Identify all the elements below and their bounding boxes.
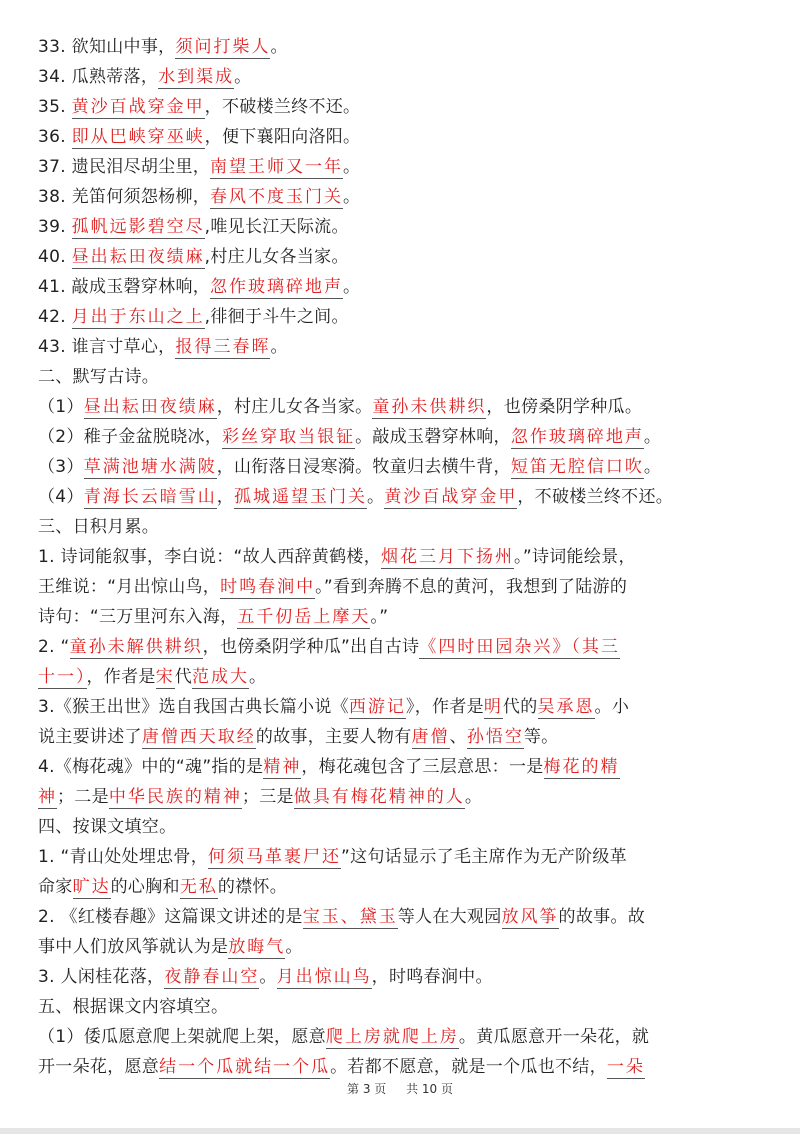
text-line xyxy=(38,302,768,332)
answer-text: 忽作玻璃碎地声 xyxy=(210,277,344,297)
question-text: 。 xyxy=(343,277,361,297)
question-text: 、 xyxy=(449,727,467,747)
text-line xyxy=(38,782,768,812)
text-line xyxy=(38,752,768,782)
question-text: 43. 谁言寸草心， xyxy=(38,337,176,357)
page-total: 共 10 页 xyxy=(406,1082,453,1096)
answer-text: 青海长云暗雪山 xyxy=(83,487,217,507)
answer-text: 何须马革裹尸还 xyxy=(208,847,342,867)
question-text: 42. xyxy=(38,307,72,327)
question-text: 代的 xyxy=(502,697,538,717)
question-text: 。 xyxy=(643,457,662,477)
answer-text: 明 xyxy=(483,697,503,717)
question-text: 。 xyxy=(343,187,361,207)
question-text: 3. 人闲桂花落， xyxy=(38,967,165,987)
question-text: 的故事，主要人物有 xyxy=(255,727,412,747)
answer-text: 月出于东山之上 xyxy=(71,307,205,327)
answer-text: 童孙未解供耕织 xyxy=(69,637,203,657)
text-line xyxy=(38,212,768,242)
page-number: 第 3 页 xyxy=(347,1082,387,1096)
text-line xyxy=(38,482,768,512)
question-text: 代 xyxy=(174,667,193,687)
question-text: ，也傍桑阴学种瓜。 xyxy=(486,397,643,417)
answer-text: 烟花三月下扬州 xyxy=(381,547,515,567)
text-line xyxy=(38,572,768,602)
text-line xyxy=(38,182,768,212)
question-text: ；二是 xyxy=(57,787,109,807)
question-text: 。” xyxy=(370,607,389,627)
question-text: 》，作者是 xyxy=(405,697,484,717)
question-text: 等人在大观园 xyxy=(397,907,502,927)
answer-text: 草满池塘水满陂 xyxy=(83,457,217,477)
answer-text: 黄沙百战穿金甲 xyxy=(71,97,205,117)
answer-text: 范成大 xyxy=(192,667,250,687)
text-line xyxy=(38,812,768,842)
question-text: 。若都不愿意，就是一个瓜也不结， xyxy=(330,1057,607,1077)
question-text: ,唯见长江天际流。 xyxy=(204,217,349,237)
question-text: （2）稚子金盆脱晓冰， xyxy=(38,427,223,447)
question-text: 34. 瓜熟蒂落， xyxy=(38,67,159,87)
text-line xyxy=(38,332,768,362)
question-text: ，便下襄阳向洛阳。 xyxy=(204,127,361,147)
question-text: 39. xyxy=(38,217,72,237)
text-line xyxy=(38,932,768,962)
answer-text: 月出惊山鸟 xyxy=(276,967,372,987)
question-text: （1） xyxy=(38,397,84,417)
answer-text: 宋 xyxy=(155,667,175,687)
answer-text: 无私 xyxy=(179,877,218,897)
text-line xyxy=(38,272,768,302)
question-text: 。”诗词能绘景， xyxy=(514,547,636,567)
answer-text: 放晦气 xyxy=(228,937,286,957)
answer-text: 梅花的精 xyxy=(543,757,620,777)
question-text: 的襟怀。 xyxy=(217,877,288,897)
question-text: ，山衔落日浸寒漪。牧童归去横牛背， xyxy=(216,457,511,477)
text-line xyxy=(38,542,768,572)
answer-text: 昼出耘田夜绩麻 xyxy=(83,397,217,417)
question-text: 开一朵花，愿意 xyxy=(38,1057,160,1077)
question-text: 35. xyxy=(38,97,72,117)
answer-text: 中华民族的精神 xyxy=(108,787,242,807)
text-line xyxy=(38,122,768,152)
question-text: 二、默写古诗。 xyxy=(38,367,160,387)
question-text: 的心胸和 xyxy=(110,877,180,897)
answer-text: 做具有梅花精神的人 xyxy=(293,787,465,807)
page-edge xyxy=(0,1128,800,1134)
question-text: ， xyxy=(216,487,235,507)
answer-text: 短笛无腔信口吹 xyxy=(510,457,644,477)
question-text: 。 xyxy=(285,937,303,957)
answer-text: 报得三春晖 xyxy=(175,337,271,357)
answer-text: 孤城遥望玉门关 xyxy=(234,487,368,507)
question-text: ”这句话显示了毛主席作为无产阶级革 xyxy=(341,847,627,867)
question-text: 36. xyxy=(38,127,72,147)
text-line xyxy=(38,902,768,932)
text-line xyxy=(38,242,768,272)
answer-text: 南望王师又一年 xyxy=(210,157,344,177)
question-text: 。敲成玉磬穿林响， xyxy=(355,427,511,447)
text-line xyxy=(38,362,768,392)
text-line xyxy=(38,872,768,902)
answer-text: 童孙未供耕织 xyxy=(372,397,487,417)
question-text: 命家 xyxy=(38,877,73,897)
question-text: 38. 羌笛何须怨杨柳， xyxy=(38,187,211,207)
answer-text: 一朵 xyxy=(606,1057,645,1077)
question-text: 。”看到奔腾不息的黄河，我想到了陆游的 xyxy=(315,577,628,597)
question-text: 。 xyxy=(249,667,267,687)
text-line xyxy=(38,512,768,542)
question-text: ，作者是 xyxy=(86,667,156,687)
text-line xyxy=(38,392,768,422)
text-line xyxy=(38,92,768,122)
question-text: 。 xyxy=(270,337,288,357)
question-text: 1. 诗词能叙事，李白说：“故人西辞黄鹤楼， xyxy=(38,547,382,567)
question-text: 。 xyxy=(643,427,662,447)
page-footer xyxy=(0,1080,800,1097)
text-line xyxy=(38,992,768,1022)
question-text: 4.《梅花魂》中的“魂”指的是 xyxy=(38,757,264,777)
question-text: ,徘徊于斗牛之间。 xyxy=(204,307,349,327)
answer-text: 春风不度玉门关 xyxy=(210,187,344,207)
question-text: 33. 欲知山中事， xyxy=(38,37,176,57)
question-text: 。黄瓜愿意开一朵花，就 xyxy=(458,1027,650,1047)
answer-text: 五千仞岳上摩天 xyxy=(237,607,371,627)
question-text: 。 xyxy=(343,157,361,177)
question-text: 王维说：“月出惊山鸟， xyxy=(38,577,221,597)
answer-text: 精神 xyxy=(263,757,302,777)
answer-text: 宝玉、黛玉 xyxy=(302,907,398,927)
question-text: 。 xyxy=(367,487,385,507)
answer-text: 彩丝穿取当银钲 xyxy=(222,427,356,447)
answer-text: 忽作玻璃碎地声 xyxy=(510,427,644,447)
answer-text: 结一个瓜就结一个瓜 xyxy=(159,1057,331,1077)
question-text: 3.《猴王出世》选自我国古典长篇小说《 xyxy=(38,697,349,717)
text-line xyxy=(38,632,768,662)
answer-text: 放风筝 xyxy=(501,907,559,927)
answer-text: 时鸣春涧中 xyxy=(220,577,316,597)
question-text: 41. 敲成玉磬穿林响， xyxy=(38,277,211,297)
text-line xyxy=(38,1022,768,1052)
text-line xyxy=(38,152,768,182)
question-text: 诗句：“三万里河东入海， xyxy=(38,607,238,627)
question-text: （4） xyxy=(38,487,84,507)
answer-text: 旷达 xyxy=(72,877,111,897)
answer-text: 十一） xyxy=(38,667,87,687)
text-line xyxy=(38,62,768,92)
answer-text: 即从巴峡穿巫峡 xyxy=(71,127,205,147)
text-line xyxy=(38,692,768,722)
text-line xyxy=(38,662,768,692)
question-text: 1. “青山处处埋忠骨， xyxy=(38,847,209,867)
question-text: 2. 《红楼春趣》这篇课文讲述的是 xyxy=(38,907,303,927)
question-text: 事中人们放风筝就认为是 xyxy=(38,937,229,957)
question-text: 等。 xyxy=(523,727,559,747)
question-text: ；三是 xyxy=(241,787,294,807)
question-text: 四、按课文填空。 xyxy=(38,817,177,837)
answer-text: 孤帆远影碧空尽 xyxy=(71,217,205,237)
text-line xyxy=(38,422,768,452)
answer-text: 须问打柴人 xyxy=(175,37,271,57)
question-text: 的故事。故 xyxy=(558,907,646,927)
question-text: ，不破楼兰终不还。 xyxy=(517,487,674,507)
question-text: 三、日积月累。 xyxy=(38,517,160,537)
text-line xyxy=(38,452,768,482)
question-text: 2. “ xyxy=(38,637,70,657)
question-text: ，时鸣春涧中。 xyxy=(371,967,493,987)
question-text: 五、根据课文内容填空。 xyxy=(38,997,229,1017)
answer-text: 神 xyxy=(38,787,57,807)
question-text: 40. xyxy=(38,247,72,267)
answer-text: 孙悟空 xyxy=(466,727,524,747)
text-line xyxy=(38,32,768,62)
text-line xyxy=(38,602,768,632)
question-text: ，也傍桑阴学种瓜”出自古诗 xyxy=(202,637,420,657)
question-text: ，不破楼兰终不还。 xyxy=(204,97,361,117)
question-text: 。 xyxy=(464,787,483,807)
question-text: 说主要讲述了 xyxy=(38,727,142,747)
question-text: 37. 遗民泪尽胡尘里， xyxy=(38,157,211,177)
answer-text: 唐僧西天取经 xyxy=(141,727,256,747)
question-text: ,村庄儿女各当家。 xyxy=(204,247,349,267)
answer-text: 吴承恩 xyxy=(537,697,595,717)
question-text: 。 xyxy=(270,37,288,57)
answer-text: 爬上房就爬上房 xyxy=(325,1027,459,1047)
question-text: 。小 xyxy=(594,697,630,717)
text-line xyxy=(38,842,768,872)
question-text: ，村庄儿女各当家。 xyxy=(216,397,373,417)
text-line xyxy=(38,962,768,992)
question-text: 。 xyxy=(259,967,277,987)
answer-text: 夜静春山空 xyxy=(164,967,260,987)
answer-text: 《四时田园杂兴》（其三 xyxy=(419,637,620,657)
document-body xyxy=(38,32,768,1082)
answer-text: 昼出耘田夜绩麻 xyxy=(71,247,205,267)
text-line xyxy=(38,1052,768,1082)
answer-text: 西游记 xyxy=(348,697,406,717)
question-text: ，梅花魂包含了三层意思：一是 xyxy=(301,757,544,777)
answer-text: 水到渠成 xyxy=(158,67,235,87)
text-line xyxy=(38,722,768,752)
question-text: 。 xyxy=(234,67,252,87)
question-text: （3） xyxy=(38,457,84,477)
question-text: （1）倭瓜愿意爬上架就爬上架，愿意 xyxy=(38,1027,326,1047)
answer-text: 黄沙百战穿金甲 xyxy=(384,487,518,507)
answer-text: 唐僧 xyxy=(411,727,450,747)
